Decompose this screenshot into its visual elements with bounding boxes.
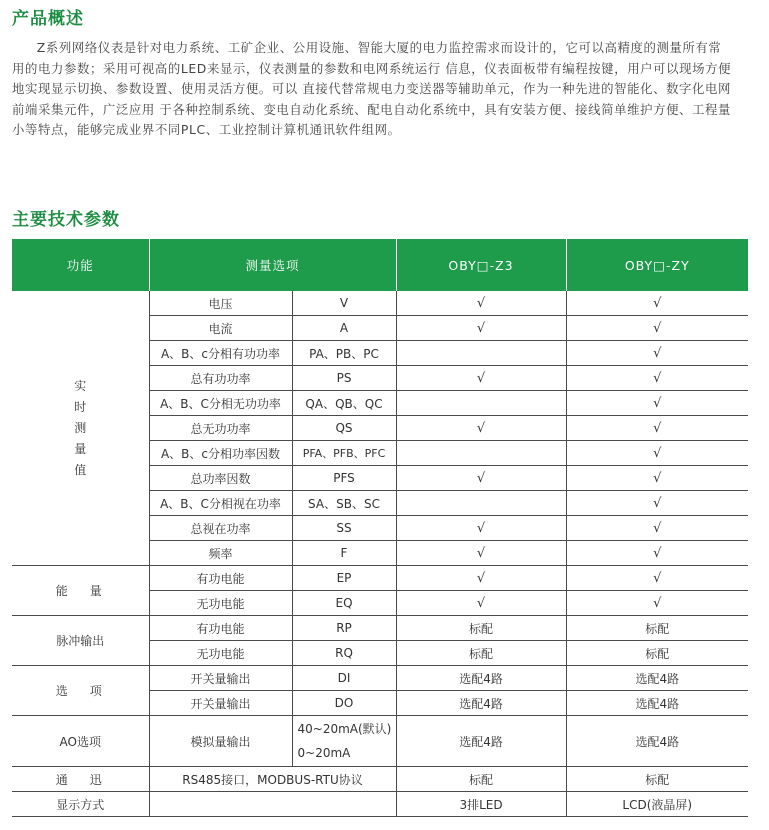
group-display: 显示方式 — [12, 792, 149, 817]
row-model-1: 选配4路 — [396, 691, 566, 716]
table-row — [12, 616, 748, 641]
header-model-2: OBY□-ZY — [566, 239, 748, 291]
row-code: EQ — [292, 591, 396, 616]
group-energy: 能量 — [12, 566, 149, 616]
group-option: 选项 — [12, 666, 149, 716]
table-row — [12, 566, 748, 591]
ao-range-default: 40~20mA(默认) — [297, 722, 392, 736]
row-code: V — [292, 291, 396, 316]
header-options: 测量选项 — [149, 239, 396, 291]
row-code: PFS — [292, 466, 396, 491]
section-title-overview: 产品概述 — [12, 9, 84, 29]
row-code: RQ — [292, 641, 396, 666]
row-model-2: √ — [566, 441, 748, 466]
section-title-specs: 主要技术参数 — [12, 210, 120, 230]
row-name: 总无功功率 — [149, 416, 292, 441]
row-code: RP — [292, 616, 396, 641]
row-model-2: 标配 — [566, 767, 748, 792]
table-row — [12, 291, 748, 316]
row-name: 电流 — [149, 316, 292, 341]
row-name: 有功电能 — [149, 616, 292, 641]
row-name: 总视在功率 — [149, 516, 292, 541]
row-name: 开关量输出 — [149, 666, 292, 691]
row-model-2: √ — [566, 566, 748, 591]
row-model-1 — [396, 341, 566, 366]
row-name: 总有功功率 — [149, 366, 292, 391]
row-model-2: √ — [566, 416, 748, 441]
row-model-2: 选配4路 — [566, 691, 748, 716]
row-model-1 — [396, 391, 566, 416]
row-code: A — [292, 316, 396, 341]
row-model-2: √ — [566, 516, 748, 541]
table-row — [12, 716, 748, 767]
row-code: PA、PB、PC — [292, 341, 396, 366]
row-model-2: 标配 — [566, 616, 748, 641]
row-name — [149, 792, 396, 817]
row-model-1: √ — [396, 516, 566, 541]
row-code: SS — [292, 516, 396, 541]
group-comm: 通迅 — [12, 767, 149, 792]
row-model-1: 标配 — [396, 767, 566, 792]
row-name: RS485接口，MODBUS-RTU协议 — [149, 767, 396, 792]
table-header-row — [12, 239, 748, 291]
row-code: DI — [292, 666, 396, 691]
row-name: A、B、c分相有功功率 — [149, 341, 292, 366]
row-model-2: √ — [566, 541, 748, 566]
row-name: 开关量输出 — [149, 691, 292, 716]
row-model-1: 标配 — [396, 641, 566, 666]
row-code: F — [292, 541, 396, 566]
row-model-1: 标配 — [396, 616, 566, 641]
row-model-2: 选配4路 — [566, 666, 748, 691]
row-model-1: 3排LED — [396, 792, 566, 817]
row-code: EP — [292, 566, 396, 591]
table-row — [12, 792, 748, 817]
table-row — [12, 767, 748, 792]
header-function: 功能 — [12, 239, 149, 291]
row-model-2: √ — [566, 341, 748, 366]
group-pulse: 脉冲输出 — [12, 616, 149, 666]
row-code: PS — [292, 366, 396, 391]
header-model-1: OBY□-Z3 — [396, 239, 566, 291]
row-model-2: 标配 — [566, 641, 748, 666]
row-model-1: √ — [396, 591, 566, 616]
row-model-1: √ — [396, 316, 566, 341]
row-model-1: 选配4路 — [396, 716, 566, 767]
row-name: A、B、c分相功率因数 — [149, 441, 292, 466]
row-code: QA、QB、QC — [292, 391, 396, 416]
row-code: PFA、PFB、PFC — [292, 441, 396, 466]
row-model-2: √ — [566, 591, 748, 616]
row-model-2: √ — [566, 466, 748, 491]
row-model-1: √ — [396, 541, 566, 566]
row-name: 模拟量输出 — [149, 716, 292, 767]
row-name: 无功电能 — [149, 641, 292, 666]
row-model-2: √ — [566, 366, 748, 391]
row-name: A、B、C分相无功功率 — [149, 391, 292, 416]
row-code: QS — [292, 416, 396, 441]
row-name: 无功电能 — [149, 591, 292, 616]
row-code: DO — [292, 691, 396, 716]
row-name: 有功电能 — [149, 566, 292, 591]
row-name: 总功率因数 — [149, 466, 292, 491]
row-model-1: √ — [396, 366, 566, 391]
row-model-2: LCD(液晶屏) — [566, 792, 748, 817]
spec-table — [12, 239, 748, 817]
row-model-2: √ — [566, 391, 748, 416]
row-code: SA、SB、SC — [292, 491, 396, 516]
group-realtime: 实时测量值 — [12, 291, 149, 566]
row-name: 频率 — [149, 541, 292, 566]
row-code — [292, 716, 396, 767]
row-model-1: 选配4路 — [396, 666, 566, 691]
row-model-1 — [396, 441, 566, 466]
overview-text: Z系列网络仪表是针对电力系统、工矿企业、公用设施、智能大厦的电力监控需求而设计的，它可以高精度的测量所有常用的电力参数；采用可视高的LED来显示，仪表测量的参数和电网系统运行 信息，仪表面板带有编程按键，用户可以现场方便地实现显示切换、参数设置、使用灵活方便。可以 直接代替常规电力变送器等辅助单元，作为一种先进的智能化、数字化电网前端采集元件，广泛应用 于各种控制系统、变电自动化系统、配电自动化系统中，具有安装方便、接线简单维护方便、工程量小等特点，能够完成业界不同PLC、工业控制计算机通讯软件组网。 — [12, 40, 732, 137]
ao-range-alt: 0~20mA — [297, 746, 351, 760]
row-model-2: √ — [566, 291, 748, 316]
row-model-2: 选配4路 — [566, 716, 748, 767]
row-model-2: √ — [566, 491, 748, 516]
row-model-1: √ — [396, 566, 566, 591]
table-row — [12, 666, 748, 691]
row-model-1: √ — [396, 291, 566, 316]
row-model-1: √ — [396, 466, 566, 491]
row-model-1: √ — [396, 416, 566, 441]
row-model-1 — [396, 491, 566, 516]
row-name: 电压 — [149, 291, 292, 316]
row-model-2: √ — [566, 316, 748, 341]
group-ao: AO选项 — [12, 716, 149, 767]
row-name: A、B、C分相视在功率 — [149, 491, 292, 516]
